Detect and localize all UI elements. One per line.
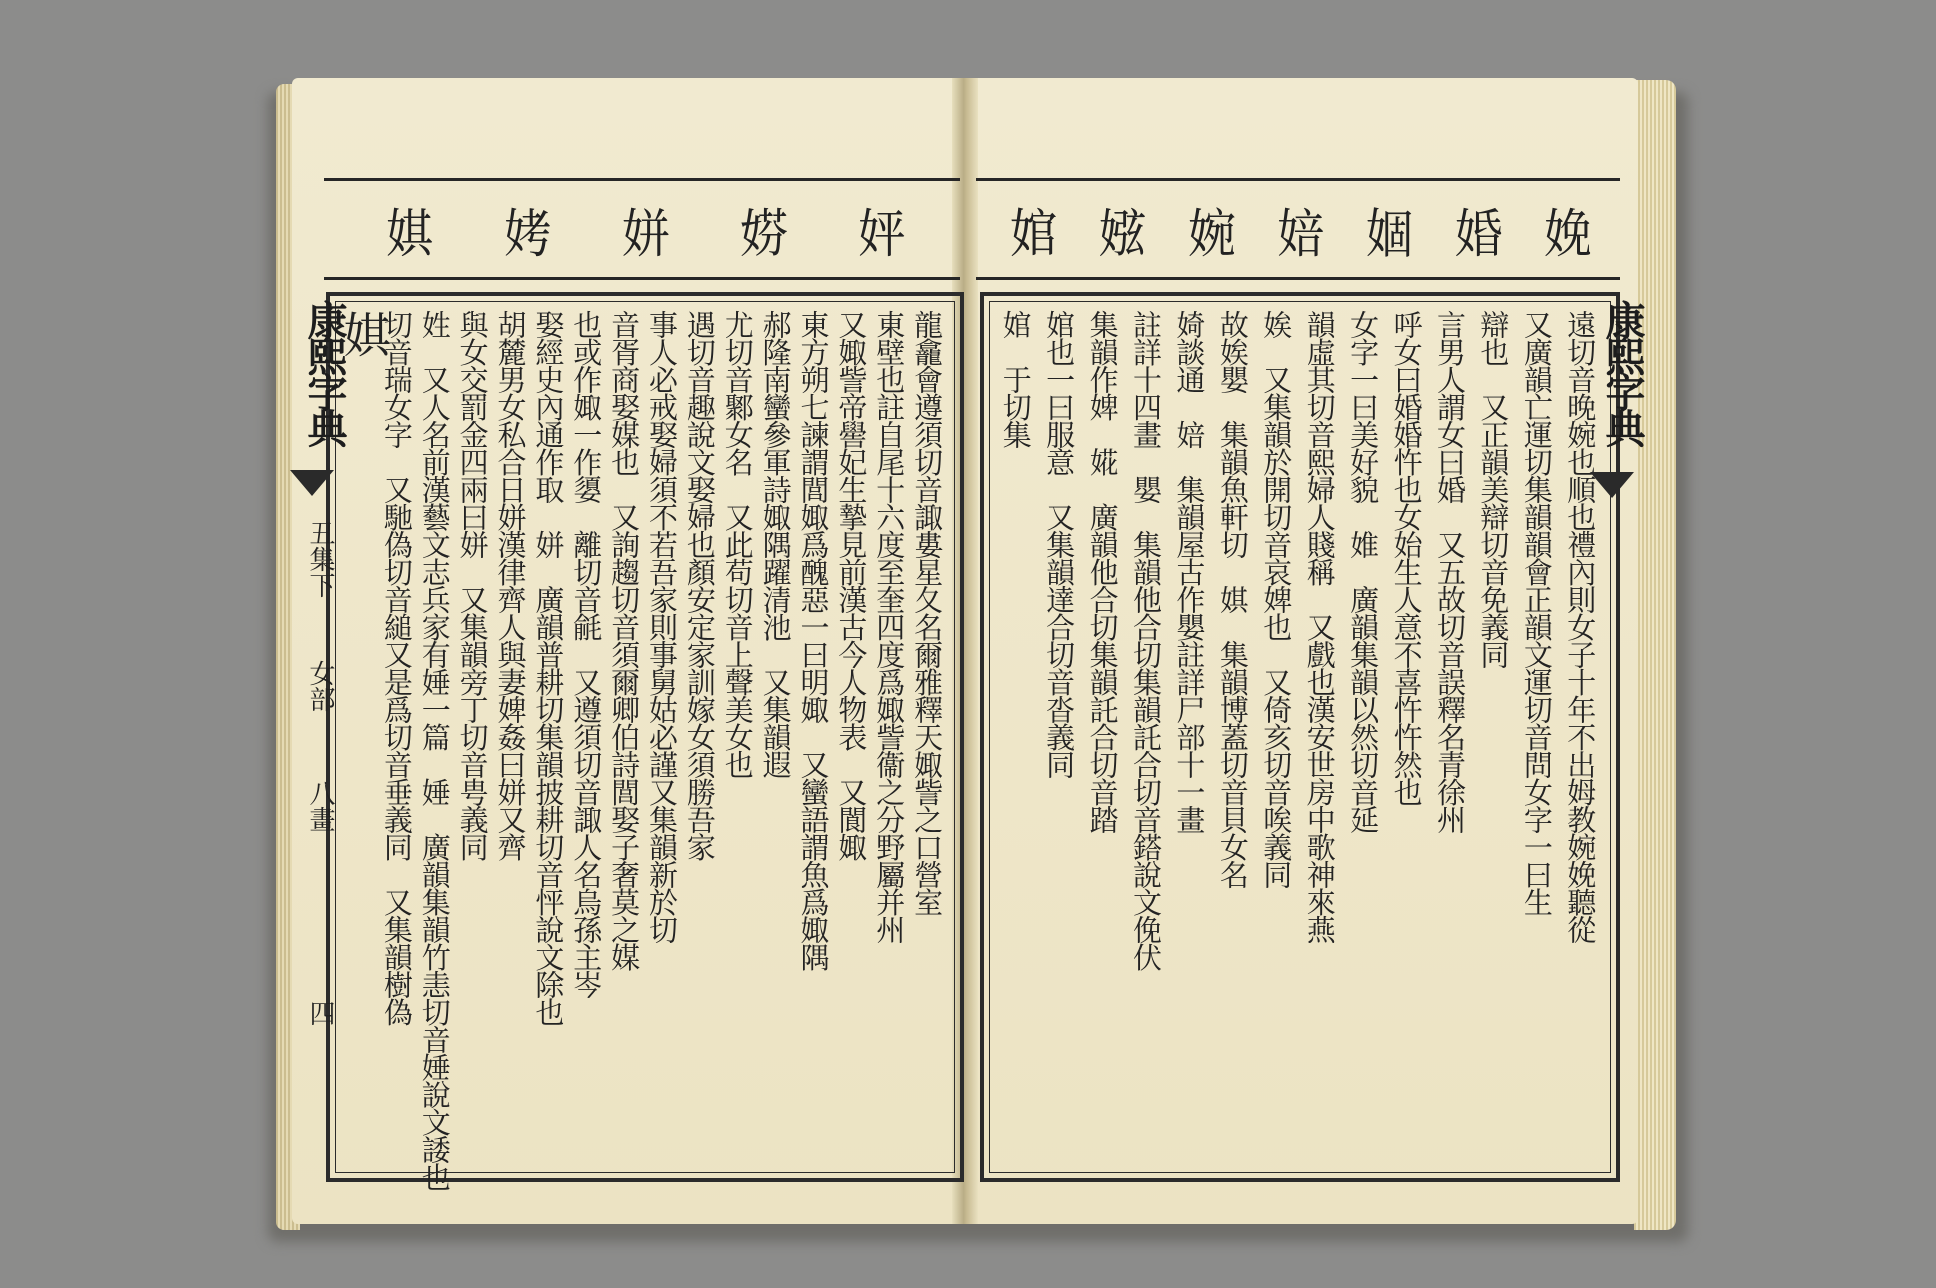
text-column: 呼女曰婚婚忤也女始生人意不喜忤忤然也 — [1389, 310, 1424, 805]
text-column: 龍龕會遵須切音諏婁星夂名爾雅釋天娵訾之口營室 — [910, 310, 945, 915]
text-column: 姓 又人名前漢藝文志兵家有娷一篇 娷 廣韻集韻竹恚切音娷說文諉也 — [417, 310, 452, 1190]
text-column: 也或作娵一作嬃 離切音毹 又遵須切音諏人名烏孫主岑 — [569, 310, 604, 998]
seal-heading-glyph: 婄 — [1276, 204, 1320, 265]
seal-heading-band-left — [324, 178, 960, 280]
text-column: 婠 于切集 — [998, 310, 1033, 448]
text-column: 與女交罰金四兩曰姘 又集韻旁丁切音甹義同 — [455, 310, 490, 860]
text-column: 辯也 又正韻美辯切音免義同 — [1476, 310, 1511, 668]
fishtail-mark-left — [290, 470, 334, 496]
margin-strokes: 八畫 — [305, 780, 335, 832]
page-edges-right — [1634, 80, 1676, 1230]
margin-folio: 四 — [305, 1000, 335, 1026]
seal-heading-glyph: 㛈 — [503, 204, 547, 265]
text-column: 故娭嬰 集韻魚軒切 娸 集韻博蓋切音貝女名 — [1215, 310, 1250, 888]
seal-heading-glyph: 婉 — [1187, 204, 1231, 265]
text-column: 集韻作婢 婲 廣韻他合切集韻託合切音踏 — [1085, 310, 1120, 833]
text-column: 音胥商娶媒也 又詢趨切音須爾卿伯詩閭娶子奢莫之媒 — [607, 310, 642, 970]
text-column: 娶經史內通作取 姘 廣韻普耕切集韻披耕切音怦說文除也 — [531, 310, 566, 1025]
seal-heading-glyph: 姘 — [621, 204, 665, 265]
text-column: 娸 — [334, 310, 391, 357]
text-column: 娭 又集韻於開切音哀婢也 又倚亥切音唉義同 — [1259, 310, 1294, 888]
margin-title-right: 康熙字典 — [1599, 300, 1646, 444]
text-column: 胡麓男女私合日姘漢律齊人與妻婢姦曰姘又齊 — [493, 310, 528, 860]
seal-heading-glyph: 婚 — [1455, 204, 1498, 265]
text-column: 註詳十四畫 嬰 集韻他合切集韻託合切音鎝說文俛伏 — [1129, 310, 1163, 970]
seal-heading-glyph: 娹 — [1098, 204, 1141, 265]
text-column: 東壁也註自尾十六度至奎四度爲娵訾衞之分野屬并州 — [872, 310, 907, 943]
text-column: 婠也一曰服意 又集韻達合切音沓義同 — [1042, 310, 1077, 778]
text-column: 郝隆南蠻參軍詩娵隅躍清池 又集韻遐 — [758, 310, 793, 778]
fishtail-mark-right — [1590, 472, 1634, 498]
text-column: 遇切音趣說文娶婦也顏安定家訓嫁女須勝吾家 — [682, 310, 717, 860]
text-frame-left — [326, 292, 964, 1190]
text-column: 婍談通 婄 集韻屋古作嬰註詳尸部十一畫 — [1172, 310, 1207, 833]
seal-heading-glyph: 娸 — [385, 204, 429, 265]
seal-heading-glyph: 㛁 — [857, 204, 901, 265]
text-column: 尤切音鄹女名 又此苟切音上聲美女也 — [720, 310, 755, 778]
text-frame-right — [980, 292, 1620, 1182]
text-column: 又娵訾帝嚳妃生摯見前漢古今人物表 又閬娵 — [834, 310, 869, 860]
text-column: 事人必戒娶婦須不若吾家則事舅姑必謹又集韻新於切 — [644, 310, 679, 943]
text-column: 言男人謂女曰婚 又五故切音誤釋名青徐州 — [1433, 310, 1467, 833]
seal-heading-glyph: 婟 — [1365, 204, 1409, 265]
text-column: 切音瑞女字 又馳偽切音縋又是爲切音垂義同 又集韻樹偽 — [379, 310, 414, 1025]
margin-title-left: 康熙字典 — [301, 300, 348, 444]
margin-radical: 女部 — [305, 660, 335, 712]
seal-heading-glyph: 婠 — [1009, 204, 1052, 265]
margin-section: 丑集下 — [305, 520, 335, 598]
seal-heading-glyph: 𡝱 — [739, 204, 783, 265]
seal-heading-glyph: 娩 — [1544, 204, 1587, 265]
text-column: 東方朔七諫謂閭娵爲醜惡一曰明娵 又蠻語謂魚爲娵隅 — [796, 310, 831, 970]
text-column: 又廣韻亡運切集韻韻會正韻文運切音問女字一曰生 — [1519, 310, 1554, 915]
text-column: 女字一曰美好貌 婎 廣韻集韻以然切音延 — [1346, 310, 1381, 833]
seal-heading-band-right — [976, 178, 1620, 280]
text-column: 韻虛其切音熙婦人賤稱 又戲也漢安世房中歌神來燕 — [1302, 310, 1337, 943]
text-column: 遠切音晚婉也順也禮內則女子十年不出姆教婉娩聽從 — [1563, 310, 1598, 943]
